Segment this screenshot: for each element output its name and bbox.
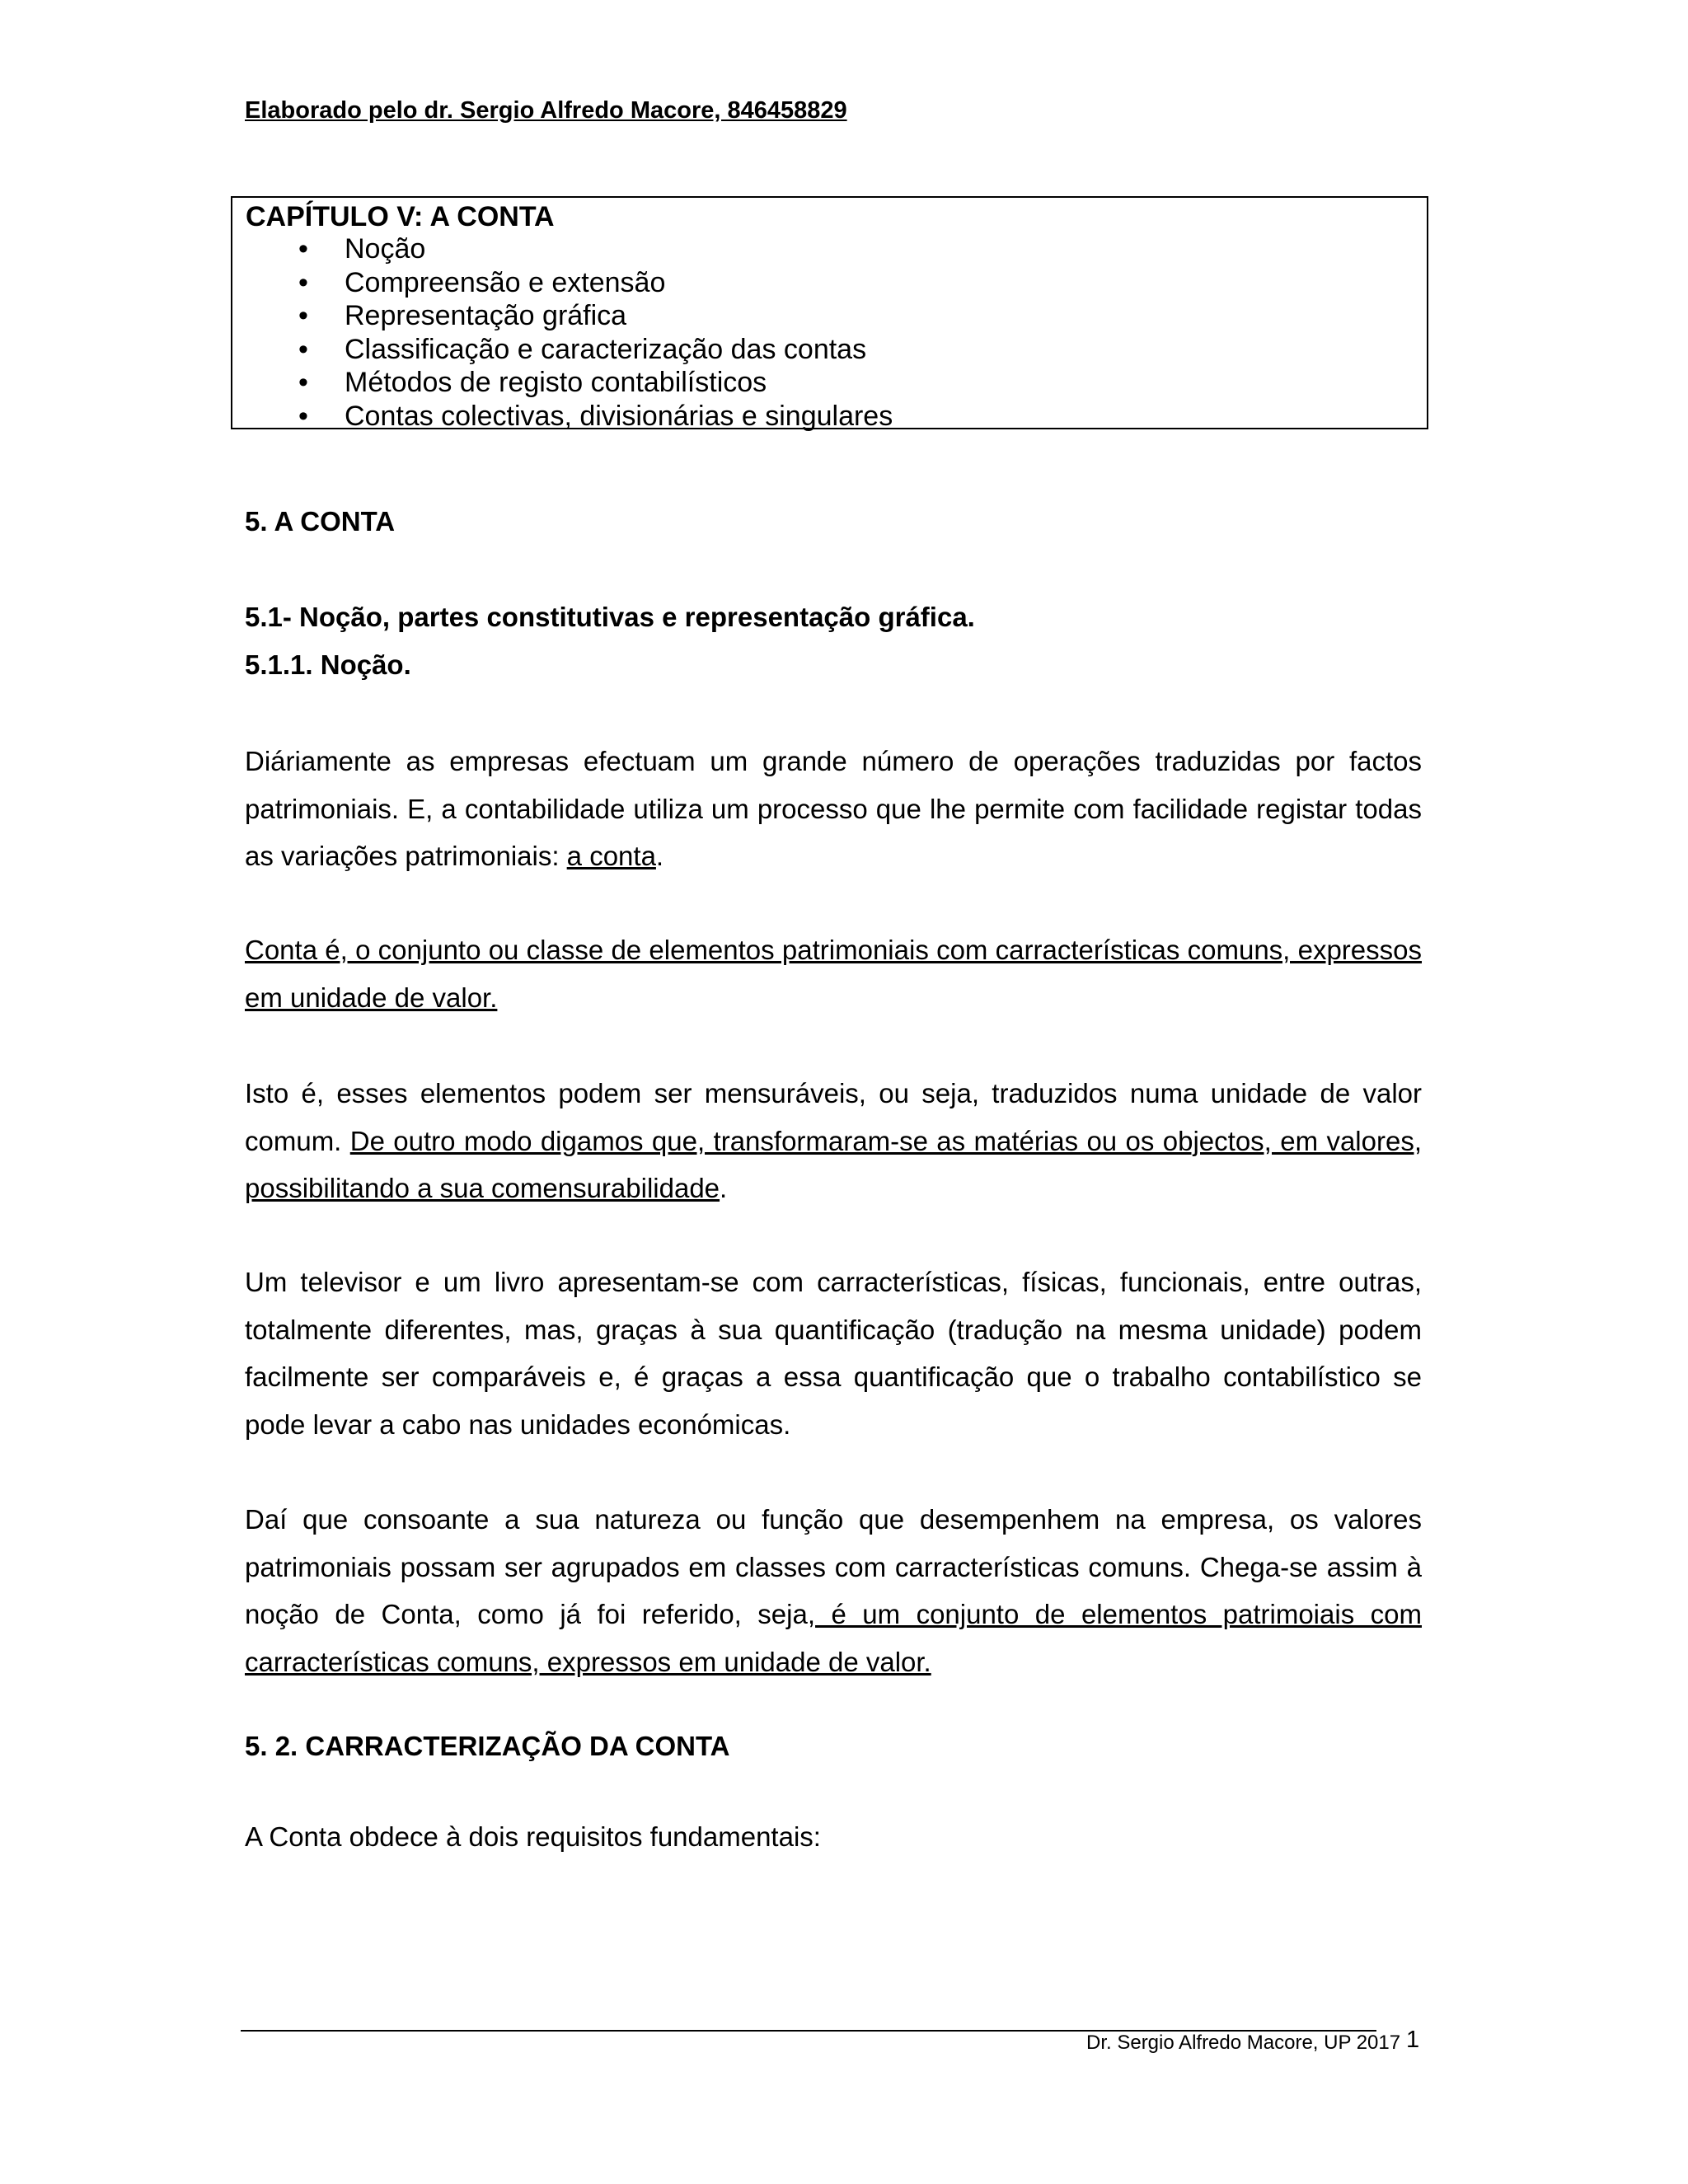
paragraph-text: A Conta obdece à dois requisitos fundamentais: <box>245 1821 821 1852</box>
underlined-text: De outro modo digamos que, transformaram-se as matérias ou os objectos, em valores, possibilitando a sua comensurabilidade <box>245 1125 1422 1203</box>
paragraph-natureza <box>245 1496 1422 1685</box>
paragraph-text: Diáriamente as empresas efectuam um grande número de operações traduzidas por factos patrimoniais. E, a contabilidade utiliza um processo que lhe permite com facilidade registar todas as variações patrimoniais: <box>245 746 1422 871</box>
topic-label: Contas colectivas, divisionárias e singulares <box>345 400 893 432</box>
section-heading-5-2: 5. 2. CARRACTERIZAÇÃO DA CONTA <box>245 1731 730 1761</box>
chapter-contents-box <box>231 196 1428 432</box>
topic-label: Métodos de registo contabilísticos <box>345 367 767 398</box>
paragraph-conta-definition <box>245 926 1422 1021</box>
underlined-text: Conta é, o conjunto ou classe de elementos patrimoniais com carracterísticas comuns, expressos em unidade de valor. <box>245 935 1422 1013</box>
paragraph-text: Um televisor e um livro apresentam-se com carracterísticas, físicas, funcionais, entre outras, totalmente diferentes, mas, graças à sua quantificação (tradução na mesma unidade) podem facilmente ser comparáveis e, é graças a essa quantificação que o trabalho contabilístico se pode levar a cabo nas unidades económicas. <box>245 1267 1422 1440</box>
footer-text: Dr. Sergio Alfredo Macore, UP 2017 <box>1086 2032 1401 2054</box>
section-heading-5: 5. A CONTA <box>245 506 396 537</box>
underlined-text: a conta <box>566 841 656 871</box>
topic-label: Classificação e caracterização das contas <box>345 333 867 365</box>
page-number: 1 <box>1406 2027 1420 2053</box>
paragraph-text: Daí que consoante a sua natureza ou função que desempenhem na empresa, os valores patrimoniais possam ser agrupados em classes com carracterísticas comuns. Chega-se assim à noção de Conta, como já foi referido, seja, <box>245 1504 1422 1629</box>
paragraph-definition-intro <box>245 738 1422 880</box>
section-heading-5-1: 5.1- Noção, partes constitutivas e representação gráfica. <box>245 602 975 632</box>
paragraph-text: Isto é, esses elementos podem ser mensuráveis, ou seja, traduzidos numa unidade de valor comum. <box>245 1078 1422 1156</box>
list-item <box>298 333 893 367</box>
chapter-topics-list <box>298 232 893 433</box>
paragraph-mensuraveis <box>245 1070 1422 1212</box>
list-item <box>298 299 893 333</box>
list-item <box>298 366 893 400</box>
paragraph-end: . <box>655 841 664 871</box>
paragraph-end: . <box>720 1173 728 1203</box>
chapter-title: CAPÍTULO V: A CONTA <box>246 201 555 232</box>
topic-label: Noção <box>345 233 426 265</box>
topic-label: Compreensão e extensão <box>345 266 666 298</box>
page-header: Elaborado pelo dr. Sergio Alfredo Macore, 846458829 <box>245 97 847 124</box>
topic-label: Representação gráfica <box>345 300 627 331</box>
list-item <box>298 232 893 266</box>
bullet-icon: • <box>298 233 308 265</box>
bullet-icon: • <box>298 333 308 365</box>
bullet-icon: • <box>298 266 308 298</box>
section-heading-5-1-1: 5.1.1. Noção. <box>245 649 411 680</box>
paragraph-televisor <box>245 1258 1422 1448</box>
list-item <box>298 266 893 300</box>
list-item <box>298 400 893 434</box>
bullet-icon: • <box>298 367 308 398</box>
bullet-icon: • <box>298 300 308 331</box>
underlined-text: é um conjunto de elementos patrimoiais com carracterísticas comuns, expressos em unidade de valor. <box>245 1599 1422 1677</box>
bullet-icon: • <box>298 400 308 432</box>
paragraph-requisitos <box>245 1813 1422 1861</box>
